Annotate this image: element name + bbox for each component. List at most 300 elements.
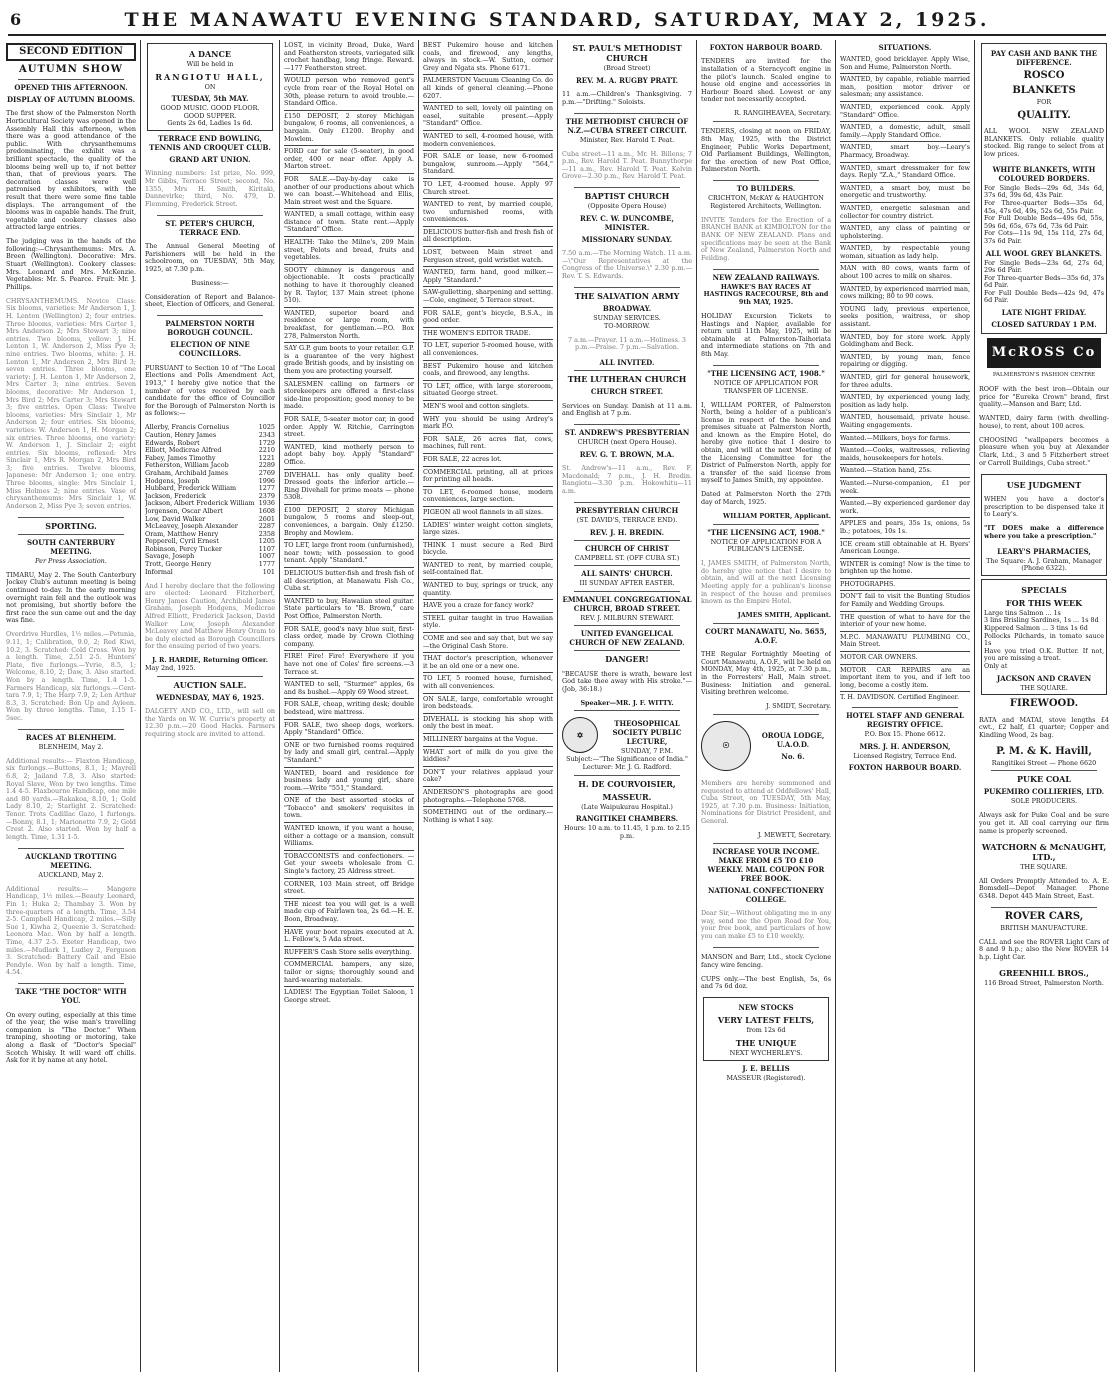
classified-ad: WANTED, kind motherly person to adopt baby boy. Apply "Standard" Office. bbox=[284, 441, 414, 469]
tmc-minister: Minister, Rev. Harold T. Peat. bbox=[579, 135, 675, 144]
column-6 bbox=[701, 40, 831, 1372]
baptist-sunday: MISSIONARY SUNDAY. bbox=[581, 234, 673, 244]
candidate-name: Edwards, Robert bbox=[145, 438, 200, 447]
results-text: CHRYSANTHEMUMS. Novice Class: Six blooms, varieties: Mr Anderson 1, J. H. Lenton (Wellington) 2; four entries. Three blooms, varieties: Mrs Carter 1, Mrs Anderson 2; Mrs Stewart 3; nine entries. Two blooms, yellow: J. H. Lenton 1, W. Anderson 2, Miss Pye 3; nine entries. Two blooms, white: J. H. Lenton 1, Mr Anderson 2, Mrs Bird 3; seven entries. Three blooms, one variety: J. H. Lenton 1, Mr Anderson 2, Mrs Carter 3; nine entries. Seven blooms, decorative: Mr Anderson 1, Mrs Bird 2; Mrs Carter 3; Mrs Stewart 3; five entries. Open Class: Twelve blooms, varieties: Mrs Sinclair 1, Mr Anderson 2; four entries. Six blooms, varieties: W. Anderson 1, H. Morgan 2; six entries. Three blooms, one variety: W. Anderson 1, J. Sinclair 2; eight entries. Six blooms, reflexed: Mrs Sinclair 1, Mrs R. Morgan 2, Mrs Bird 3; five entries. Twelve blooms, Japanese: Mr Anderson 1; one entry. Three blooms, single: Mrs Sinclair 1, Miss Holmes 2; nine entries. Vase of chrysanthemums: Mrs Sinclair 1, W. Anderson 2, Miss Pye 3; seven entries. bbox=[6, 296, 136, 510]
classified-ad: WANTED, by experienced married man, cows milking; 80 to 90 cows. bbox=[840, 283, 970, 303]
greenhill-sub: 116 Broad Street, Palmerston North. bbox=[984, 978, 1104, 987]
st-peters-heading: ST. PETER'S CHURCH, TERRACE END. bbox=[165, 218, 255, 237]
special-item: Only at bbox=[984, 662, 1008, 671]
lodge-heading: OROUA LODGE, U.A.O.D. bbox=[761, 731, 825, 750]
classified-ad: WHY you should be using Ardrey's mark P.O. bbox=[423, 413, 553, 433]
lodge-text: Members are hereby summoned and requested to attend at Oddfellows' Hall, Cuba Street, on TUESDAY, 5th May, 1925, at 7.30 p.m. Business: Initiation, Nominations for District President, and General. bbox=[701, 779, 831, 826]
theosophical-ad bbox=[562, 714, 692, 756]
classified-ad: DON'T fail to visit the Bunting Studios for Family and Wedding Groups. bbox=[840, 590, 970, 610]
st-pauls-heading: ST. PAUL'S METHODIST CHURCH bbox=[572, 43, 682, 63]
blankets-text: ALL WOOL NEW ZEALAND BLANKETS. Only reliable quality stocked. Big range to select from at low prices. bbox=[984, 126, 1104, 158]
publicans-heading: NOTICE OF APPLICATION FOR A PUBLICAN'S LICENSE. bbox=[710, 537, 822, 554]
business-text: Consideration of Report and Balance-sheet, Election of Officers, and General. bbox=[145, 292, 275, 309]
classified-ad: DELICIOUS butter-fish and fresh fish of all description. bbox=[423, 226, 553, 246]
classified-ad: THINK I must secure a Red Bird bicycle. bbox=[423, 539, 553, 559]
licensing-text: I, WILLIAM PORTER, of Palmerston North, being a holder of a publican's license in respect of the house and premises situate at Palmerston North, and known as the Empire Hotel, do hereby give notice that I desire to obtain, and will at the next Meeting of the Licensing Committee for the District of Palmerston North, apply for a transfer of the said license from myself to James Smith, my appointee. bbox=[701, 400, 831, 485]
bellis-heading: J. E. BELLIS bbox=[742, 1063, 790, 1073]
classified-ad: BEST Pukemiro house and kitchen coals, and firewood, any lengths, always in stock.—W. Sutton, corner Grey and Ngata sts. Phone 6171. bbox=[423, 41, 553, 72]
holiday-text: HOLIDAY Excursion Tickets to Hastings and Napier, available for return until 11th May, 1925, will be obtainable at Palmerston-Taihoriata and intermediate stations on 7th and 8th May. bbox=[701, 311, 831, 358]
classified-ad: DON'T your relatives applaud your cake? bbox=[423, 766, 553, 786]
classified-ad: TO LET, large front room (unfurnished), near town; with possession to good tenant. Apply "Standard." bbox=[284, 539, 414, 567]
candidate-votes: 1205 bbox=[258, 537, 275, 546]
classified-ad: WHAT sort of milk do you give the kiddies? bbox=[423, 746, 553, 766]
hotel-po: P.O. Box 15. Phone 6612. bbox=[864, 730, 946, 738]
classified-ad: FOR SALE, 26 acres flat, cows, machines, full rent. bbox=[423, 433, 553, 453]
classified-ad: TO LET, 5 roomed house, furnished, with all conveniences. bbox=[423, 672, 553, 692]
puke-text: Always ask for Puke Coal and be sure you get it. All coal carrying our firm name is properly screened. bbox=[979, 811, 1109, 835]
classified-ad: WANTED, by respectable young woman, situation as lady help. bbox=[840, 242, 970, 262]
presbyterian-heading: PRESBYTERIAN CHURCH bbox=[575, 505, 679, 515]
classified-ad: WANTED, good bricklayer. Apply Wise, Son and Hume, Palmerston North. bbox=[840, 55, 970, 71]
builders-sub: CRICHTON, McKAY & HAUGHTON Registered Architects, Wellington. bbox=[708, 194, 824, 210]
dance-heading: A DANCE bbox=[189, 49, 231, 59]
auckland-dateline: AUCKLAND, May 2. bbox=[38, 870, 104, 879]
candidate-votes: 1777 bbox=[258, 560, 275, 569]
newspaper-title: THE MANAWATU EVENING STANDARD, SATURDAY, MAY 2, 1925. bbox=[124, 9, 990, 31]
jackson-sub: THE SQUARE. bbox=[1020, 683, 1068, 692]
candidate-votes: 1608 bbox=[258, 506, 275, 515]
classified-ad: Wanted.—By experienced gardener day work. bbox=[840, 497, 970, 517]
price-line: For Three-quarter Beds—35s 6d, 37s 6d Pair. bbox=[984, 273, 1104, 290]
masseur-heading: MASSEUR. bbox=[602, 791, 652, 802]
classified-ad: DIVEHALL has only quality beef. Dressed goats the inferior article.—Ring Divehall for prime meats — phone 5308. bbox=[284, 469, 414, 504]
roof-ad: ROOF with the best iron—Obtain our price for "Eureka Crown" brand, first quality.—Manson and Barr, Ltd. bbox=[979, 385, 1109, 409]
foxton-text: TENDERS are invited for the installation of a Sterncycoft engine in the pilot's launch. Scaled engine to house old engine and accessories in Harbour Board shed. Lowest or any tender not necessarily accepted. bbox=[701, 57, 831, 104]
classified-ad: WANTED, a domestic, adult, small family.—Apply Standard Office. bbox=[840, 121, 970, 141]
situations-list bbox=[840, 54, 970, 704]
classified-ad: RUFFER'S Cash Store sells everything. bbox=[284, 946, 414, 959]
firewood-text: RATA and MATAI, stove lengths £4 cwt., £2 half, £1 quarter; Copper and Kindling Wood, 2s bag. bbox=[979, 715, 1109, 739]
classified-ad: BEST Pukemiro house and kitchen coals, and firewood, any lengths. bbox=[423, 360, 553, 380]
classified-ad: STEEL guitar taught in true Hawaiian style. bbox=[423, 612, 553, 632]
classified-ad: FORD car for sale (5-seater), in good order, 400 or near offer. Apply A. Marton street. bbox=[284, 145, 414, 173]
classified-ad: WANTED, by capable, reliable married man, position motor driver or salesman; any assistance. bbox=[840, 73, 970, 101]
auction-date: WEDNESDAY, MAY 6, 1925. bbox=[155, 692, 265, 702]
classified-ad: SOOTY chimney is dangerous and objectionable. It costs practically nothing to have it thoroughly cleaned by R. Taylor, 137 Main street (phone 510). bbox=[284, 264, 414, 307]
column-rule bbox=[835, 40, 836, 1372]
applicant: WILLIAM PORTER, Applicant. bbox=[723, 512, 831, 521]
classified-ad: THAT doctor's prescription, whenever it be an old one or a new one. bbox=[423, 652, 553, 672]
baptist-sub: (Opposite Opera House) bbox=[587, 202, 667, 211]
dance-on: ON bbox=[204, 82, 216, 91]
terrace-club-heading: TERRACE END BOWLING, TENNIS AND CROQUET CLUB. bbox=[149, 133, 271, 152]
election-heading: ELECTION OF NINE COUNCILLORS. bbox=[170, 340, 250, 359]
candidate-votes: 2210 bbox=[258, 446, 275, 455]
licensing-date: Dated at Palmerston North the 27th day of March, 1925. bbox=[701, 490, 831, 507]
pay-cash: PAY CASH AND BANK THE DIFFERENCE. bbox=[990, 49, 1098, 67]
classified-ad: WANTED to buy, Hawaiian steel guitar. State particulars to "B. Brown," care Post Office, Palmerston North. bbox=[284, 595, 414, 623]
white-prices bbox=[984, 185, 1104, 246]
theosophical-emblem-icon: ✡ bbox=[562, 717, 598, 753]
candidate-name: Trott, George Henry bbox=[145, 560, 212, 569]
candidate-name: Elliott, Medicrae Alfred bbox=[145, 446, 222, 455]
theosophical-date: SUNDAY, 7 P.M. bbox=[621, 746, 673, 755]
new-stocks: NEW STOCKS bbox=[738, 1003, 794, 1013]
lodge-no: No. 6. bbox=[781, 752, 805, 762]
classified-ad: PHOTOGRAPHS. bbox=[840, 578, 970, 591]
st-andrews-heading: ST. ANDREW'S PRESBYTERIAN bbox=[564, 428, 690, 438]
united-evangelical-heading: UNITED EVANGELICAL CHURCH OF NEW ZEALAND. bbox=[569, 629, 685, 648]
candidate-votes: 1025 bbox=[258, 423, 275, 432]
classified-ad: SOMETHING out of the ordinary.—Nothing is what I say. bbox=[423, 806, 553, 826]
price-line: For Full Double Beds—42s 9d, 47s 6d Pair. bbox=[984, 288, 1104, 305]
classified-ad: ICE cream still obtainable at H. Byers' American Lounge. bbox=[840, 538, 970, 558]
classified-ad: WANTED, any class of painting or upholstering. bbox=[840, 222, 970, 242]
classified-ad: WANTED, superior board and residence or large room, with breakfast, for gentleman.—P.O. Box 278, Palmerston North. bbox=[284, 307, 414, 342]
column-4 bbox=[423, 40, 553, 1372]
candidate-name: Fabey, James Timothy bbox=[145, 453, 216, 462]
classified-ad: WANTED, boy for store work. Apply Goldingham and Beck. bbox=[840, 331, 970, 351]
south-canterbury-article: TIMARU, May 2. The South Canterbury Jockey Club's autumn meeting is being continued to-day. In the early morning overnight rain fell and the outlook was not promising, but shortly before the first race the sun came out and the day was fine. bbox=[6, 570, 136, 625]
coc-sub: CAMPBELL ST. (OFF CUBA ST.) bbox=[574, 553, 680, 562]
column-rule bbox=[696, 40, 697, 1372]
classified-ad: WOULD person who removed gent's cycle from rear of the Royal Hotel on 30th, please return to avoid trouble.—Standard Office. bbox=[284, 74, 414, 109]
display-subheading: DISPLAY OF AUTUMN BLOOMS. bbox=[6, 95, 136, 104]
classified-ad: FIRE! Fire! Fire! Everywhere if you have not one of Coles' fire screens.—3 Terrace st. bbox=[284, 650, 414, 678]
classified-ad: WANTED to sell, "Sturmer" apples, 6s and 8s bushel.—Apply 69 Wood street. bbox=[284, 678, 414, 698]
classified-ad: WANTED to sell, 4-roomed house, with modern conveniences. bbox=[423, 130, 553, 150]
mbs-sub: Licensed Registry, Terrace End. bbox=[853, 751, 957, 760]
show-article: The first show of the Palmerston North Horticultural Society was opened in the Assembly Hall this afternoon, when there was a good attendance of the public. With chrysanthemums predominating, the exhibit was a brilliant spectacle, the quality of the blooms being well up to, if not better than, that of previous years. The decoration classes were well patronised by exhibitors, with the result that there were some fine table displays. The arrangement of the blooms was in capable hands. The fruit, vegetable and cookery classes also attracted large entries. bbox=[6, 109, 136, 232]
classified-ad: THE nicest tea you will get is a well made cup of Fairlawn tea, 2s 6d.—H. E. Boon, Broadway. bbox=[284, 898, 414, 926]
candidate-votes: 1996 bbox=[258, 476, 275, 485]
dance-price: Gents 2s 6d, Ladies 1s 6d. bbox=[167, 119, 253, 128]
column-rule bbox=[140, 40, 141, 1372]
candidate-name: Graham, Archibald James bbox=[145, 468, 228, 477]
candidate-name: Jackson, Frederick bbox=[145, 491, 206, 500]
licensing2-heading: "THE LICENSING ACT, 1908." bbox=[707, 527, 825, 537]
classified-ad: WANTED, girl for general housework, for three adults. bbox=[840, 371, 970, 391]
candidate-name: Pepperell, Cyril Ernest bbox=[145, 537, 219, 546]
special-item: Kippered Salmon ... 3 tins 1s 6d bbox=[984, 624, 1088, 633]
column-2 bbox=[145, 40, 275, 1372]
price-line: For Single Beds—29s 6d, 34s 6d, 37s 6d, 39s 6d, 43s Pair. bbox=[984, 183, 1104, 200]
election-declaration: And I hereby declare that the following are elected: Leonard Fitzherbert, Henry James Caution, Archibald James Graham, Joseph Hodgens, Medicrae Alfred Elliott, Frederick Jackson, David Walker Low, Joseph Alexander McLeavey and Matthew Henry Oram to be duly elected as Borough Councillors for the ensuing period of two years. bbox=[145, 581, 275, 651]
james-smith: JAMES SMITH, Applicant. bbox=[737, 611, 831, 620]
classified-ad: HAVE you a craze for fancy work? bbox=[423, 599, 553, 612]
returning-officer: J. R. HARDIE, Returning Officer. bbox=[152, 656, 268, 665]
edition-heading: SECOND EDITION bbox=[6, 43, 136, 61]
masseur-place: RANGITIKEI CHAMBERS. bbox=[575, 814, 679, 824]
dance-music: GOOD MUSIC. GOOD FLOOR. GOOD SUPPER. bbox=[160, 104, 260, 120]
classified-ad: WANTED, energetic salesman and collector for country district. bbox=[840, 202, 970, 222]
blankets-heading: BLANKETS bbox=[1012, 85, 1076, 96]
lutheran-text: Services on Sunday. Danish at 11 a.m. and English at 7 p.m. bbox=[562, 401, 692, 418]
column-rule bbox=[279, 40, 280, 1372]
classified-ad: ONE or two furnished rooms required by lady and small girl, central.—Apply "Standard." bbox=[284, 739, 414, 767]
special-item: 3 lins Brisling Sardines, 1s ... 1s 8d bbox=[984, 616, 1099, 625]
judges-article: The judging was in the hands of the following:—Chrysanthemums: Mrs. A. Breen (Wellington). Decorative: Mrs. Stuart (Wellington). Cookery classes: Mrs. Leonard and Mrs. McKenzie. Vegetables: Mr. S. Pearce. Fruit: Mr. J. Phillips. bbox=[6, 237, 136, 291]
late-night: LATE NIGHT FRIDAY. bbox=[1001, 308, 1087, 318]
felts-price: from 12s 6d bbox=[746, 1026, 786, 1035]
tmc-services: Cuba street—11 a.m., Mr. H. Billens; 7 p.m., Rev. Harold T. Peat. Bunnythorpe—11 a.m., Rev. Harold T. Peat. Kelvin Grove—2.30 p.m., Rev. Harold T. Peat. bbox=[562, 149, 692, 181]
candidate-votes: 2601 bbox=[258, 514, 275, 523]
rover-text: CALL and see the ROVER Light Cars of 8 and 9 h.p.; also the New ROVER 14 h.p. Light Car. bbox=[979, 937, 1109, 961]
classified-ad: LADIES! The Egyptian Toilet Saloon, 1 George street. bbox=[284, 986, 414, 1006]
classified-ad: FOR SALE, cheap, writing desk; double bedstead, wire mattress. bbox=[284, 698, 414, 718]
candidate-row bbox=[145, 569, 275, 577]
leary-heading: LEARY'S PHARMACIES, bbox=[997, 546, 1091, 556]
candidate-name: Oram, Matthew Henry bbox=[145, 529, 219, 538]
wallpaper-ad: CHOOSING "wallpapers becomes a pleasure when you buy at Alexander Clark, Ltd., 3 and 5 Fitzherbert street or Carroll Buildings, Cuba street." bbox=[979, 435, 1109, 467]
firewood-heading: FIREWOOD. bbox=[1009, 698, 1079, 710]
candidate-votes: 1277 bbox=[258, 484, 275, 493]
price-line: For Full Double Beds—49s 6d, 55s, 59s 6d, 65s, 67s 6d, 73s 6d Pair. bbox=[984, 214, 1104, 230]
church-of-christ-heading: CHURCH OF CHRIST bbox=[585, 543, 669, 553]
theosophical-subject: Subject:—"The Significance of India." bbox=[566, 755, 688, 764]
st-andrews-rev: REV. G. T. BROWN, M.A. bbox=[579, 449, 675, 459]
st-peters-notice: The Annual General Meeting of Parishioners will be held in the schoolroom, on TUESDAY, 5th May, 1925, at 7.30 p.m. bbox=[145, 242, 275, 273]
classified-ad: TO LET, 6-roomed house, modern conveniences, large section. bbox=[423, 486, 553, 506]
classified-ad: FOR SALE, 5-seater motor car, in good order. Apply W. Ritchie, Carrington street. bbox=[284, 413, 414, 441]
classified-ad: Wanted.—Cooks, waitresses, relieving maids, housekeepers for hotels. bbox=[840, 444, 970, 464]
classified-ad: WANTED, housemaid, private house. Waiting engagements. bbox=[840, 411, 970, 431]
rosco-heading: ROSCO bbox=[1023, 70, 1065, 81]
dance-date: TUESDAY, 5th MAY. bbox=[171, 94, 249, 104]
blenheim-results: Additional results:— Flaxton Handicap, six furlongs.—Buttons, 8.1, 1; Mayrell 6.8, 2; Jailand 7.8, 3. Also started: Royal Slave, Won by two lengths. Time 1.4 4-5. Flaxbourne Handicap, one mile and 80 yards.—Rakakoa, 8.10, 1; Gold Lady 8.10, 2; Starlight 2. Scratched: Tenor. Trots Cadillac Gazo, 1 furlongs.—Bonny, 8.1, 1; Marionette 7.9, 2; Gold Crest 2. Also started. Won by half a length. Time, 1.31 1-5. bbox=[6, 756, 136, 841]
classified-ad: WANTED to buy, springs or truck, any quantity. bbox=[423, 579, 553, 599]
st-pauls-rev: REV. M. A. RUGBY PRATT. bbox=[575, 75, 679, 85]
builders-text: INVITE Tenders for the Erection of a BRANCH BANK at KIMBOLTON for the BANK OF NEW ZEALAND. Plans and specifications may be seen at the Bank of New Zealand, Palmerston North and Feilding. bbox=[701, 215, 831, 262]
candidate-name: Jackson, Albert Frederick William bbox=[145, 499, 255, 508]
classified-ad: YOUNG lady, previous experience, seeks position, waitress, or shop assistant. bbox=[840, 303, 970, 331]
classified-ad: FOR SALE, gent's bicycle, B.S.A., in good order. bbox=[423, 307, 553, 327]
candidate-votes: 2289 bbox=[258, 461, 275, 470]
classified-ad: MOTOR CAR OWNERS. bbox=[840, 651, 970, 664]
watchorn-text: All Orders Promptly Attended to. A. E. Bomsdell—Depot Manager. Phone 6348. Depot 445 Main Street, East. bbox=[979, 876, 1109, 900]
candidate-votes: 1729 bbox=[258, 438, 275, 447]
salvation-army-heading: THE SALVATION ARMY bbox=[574, 291, 680, 302]
emmanuel-heading: EMMANUEL CONGREGATIONAL CHURCH, BROAD STREET. bbox=[562, 594, 692, 613]
judgment-ad bbox=[981, 474, 1107, 576]
classified-ad: PALMERSTON Vacuum Cleaning Co. do all kinds of general cleaning.—Phone 6207. bbox=[423, 74, 553, 102]
latest-felts: VERY LATEST FELTS, bbox=[717, 1015, 815, 1026]
classified-ad: COMMERCIAL printing, all at prices for printing all heads. bbox=[423, 466, 553, 486]
candidate-name: Jorgensen, Oscar Albert bbox=[145, 506, 223, 515]
classified-ad: M.P.C. MANAWATU PLUMBING CO., Main Street. bbox=[840, 631, 970, 651]
auckland-results: Additional results:— Mangere Handicap, 1½ miles.—Beauty Leonard, Fin 1; Huka 2; Thambay 3. Won by three-quarters of a length. Time, 3.54 2-5. Campbell Handicap, 2 miles.—Silly Sue 1, Kiwha 2, Queenie 3. Scratched: Leonora Mac. Won by half a length. Time, 4.37 2-5. Exeter Handicap, two miles.—Mudlark 1, Ludley 2, Ferguson 3. Scratched: Battery Cail and Elsie Pendyle. Won by half a length. Time, 4.54. bbox=[6, 884, 136, 977]
column-rule bbox=[418, 40, 419, 1372]
classified-ad: Wanted.—Nurse-companion, £1 per week. bbox=[840, 477, 970, 497]
candidate-name: Low, David Walker bbox=[145, 514, 206, 523]
unique-heading: THE UNIQUE bbox=[735, 1037, 797, 1048]
unique-ad bbox=[703, 997, 829, 1060]
classified-ad: COME and see and say that, but we say—the Original Cash Store. bbox=[423, 632, 553, 652]
specials-list bbox=[984, 610, 1104, 671]
candidate-name: McLeavey, Joseph Alexander bbox=[145, 522, 238, 531]
classified-ad: LOST, between Main street and Ferguson street, gold wristlet watch. bbox=[423, 246, 553, 266]
foxton-sign: R. RANGIHEAVEA, Secretary. bbox=[734, 109, 831, 118]
jackson-heading: JACKSON AND CRAVEN bbox=[996, 673, 1092, 683]
all-saints-text: III SUNDAY AFTER EASTER. bbox=[579, 579, 675, 588]
court-heading: COURT MANAWATU, No. 5655, A.O.F. bbox=[705, 626, 827, 645]
bellis-title: MASSEUR (Registered). bbox=[726, 1073, 806, 1082]
column-rule bbox=[974, 40, 975, 1372]
baptist-services: 7.50 a.m.—The Morning Watch. 11 a.m.—\"Our Representatives at the Congress of the Universe.\" 2.30 p.m.—Rev. T. S. Edwards. bbox=[562, 249, 692, 281]
danger-heading: DANGER! bbox=[605, 654, 649, 665]
doctor-heading: TAKE "THE DOCTOR" WITH YOU. bbox=[15, 987, 127, 1006]
candidate-votes: 1107 bbox=[258, 544, 275, 553]
business-label: Business:— bbox=[191, 278, 229, 287]
dance-sub: Will be held in bbox=[186, 60, 234, 68]
hawkes-bay-races: HAWKE'S BAY RACES AT HASTINGS RACECOURSE, 8th and 9th MAY, 1925. bbox=[703, 282, 829, 306]
candidate-votes: 2287 bbox=[258, 522, 275, 531]
classified-ad: SAY G.P. gum boots to your retailer. G.P. is a guarantee of the very highest grade British goods, and by insisting on them you are protecting yourself. bbox=[284, 342, 414, 377]
borough-council-heading: PALMERSTON NORTH BOROUGH COUNCIL. bbox=[165, 319, 255, 338]
art-union-winners: Winning numbers: 1st prize, No. 999, Mr Gibbs, Terrace Street; second, No. 1355, Mrs H. Smith, Kiritaki, Dannevirke; third, No. 479, D. Flemming, Frederick Street. bbox=[145, 169, 275, 208]
salvation-invited: ALL INVITED. bbox=[599, 358, 655, 368]
auction-heading: AUCTION SALE. bbox=[173, 679, 247, 690]
column-3 bbox=[284, 40, 414, 1372]
candidate-name: Caution, Henry James bbox=[145, 430, 217, 439]
st-davids-sub: (ST. DAVID'S, TERRACE END). bbox=[576, 515, 678, 524]
situations-heading: SITUATIONS. bbox=[878, 43, 932, 52]
candidate-votes: 101 bbox=[262, 567, 275, 576]
candidate-name: Allerby, Francis Cornelius bbox=[145, 423, 229, 432]
classified-ad: LADIES' winter weight cotton singlets, large sizes. bbox=[423, 519, 553, 539]
st-pauls-text: 11 a.m.—Children's Thanksgiving. 7 p.m.—"Drifting." Soloists. bbox=[562, 89, 692, 106]
unique-sub: NEXT WYCHERLEY'S. bbox=[729, 1048, 803, 1057]
greenhill-heading: GREENHILL BROS., bbox=[999, 967, 1089, 978]
classified-ad: APPLES and pears, 35s 1s, onions, 5s lb.; potatoes, 10s 1s. bbox=[840, 517, 970, 537]
tenders-text: TENDERS, closing at noon on FRIDAY, 8th May, 1925, with the District Engineer, Public Works Department, Old Parliament Buildings, Wellington, for the erection of new Post Office, Palmerston North. bbox=[701, 127, 831, 174]
classified-ad: LOST, in vicinity Broad, Duke, Ward and Featherston streets, variegated silk crochet handbag, long fringe. Reward.—177 Featherston street. bbox=[284, 41, 414, 72]
candidate-votes: 2379 bbox=[258, 491, 275, 500]
price-line: For Cots—11s 9d, 15s 11d, 27s 6d, 37s 6d Pair. bbox=[984, 229, 1104, 245]
dance-hall: RANGIOTU HALL, bbox=[155, 71, 265, 82]
court-sign: J. SMIDT, Secretary. bbox=[766, 702, 831, 711]
masseur-hours: Hours: 10 a.m. to 11.45, 1 p.m. to 2.15 p.m. bbox=[563, 824, 690, 840]
grey-blankets: ALL WOOL GREY BLANKETS. bbox=[985, 248, 1103, 258]
speaker: Speaker—MR. J. F. WITTY. bbox=[580, 698, 674, 707]
theosophical-lecturer: Lecturer: Mr. J. G. Radford. bbox=[582, 763, 672, 772]
classified-ad: ANDERSON'S photographs are good photographs.—Telephone 5768. bbox=[423, 786, 553, 806]
classified-ad: DIVEHALL is stocking his shop with only the best in meat. bbox=[423, 713, 553, 733]
classified-ad: HAVE your boot repairs executed at A. L. Fellow's, 5 Ada street. bbox=[284, 926, 414, 946]
classified-ad: WANTED to sell, lovely oil painting on easel, suitable present.—Apply "Standard" Office. bbox=[423, 102, 553, 130]
st-davids-rev: REV. J. H. BREDIN. bbox=[589, 527, 665, 537]
classified-ad: £150 DEPOSIT, 2 storey Michigan bungalow, 6 rooms, all conveniences, a bargain. Only £1200. Brophy and Mowlem. bbox=[284, 110, 414, 145]
baptist-rev: REV. C. W. DUNCOMBE, MINISTER. bbox=[580, 213, 674, 232]
races-blenheim-heading: RACES AT BLENHEIM. bbox=[25, 732, 117, 742]
masseur-sub: (Late Waipukurau Hospital.) bbox=[581, 802, 673, 811]
classified-ad: HEALTH: Take the Milne's, 209 Main street, Pelots and bread, fruits and vegetables. bbox=[284, 236, 414, 264]
classified-ad: WANTED, farm hand, good milker.—Apply "Standard." bbox=[423, 266, 553, 286]
ross-logo: McROSS Co bbox=[987, 338, 1101, 368]
column-5 bbox=[562, 40, 692, 1372]
rover-sub: BRITISH MANUFACTURE. bbox=[1000, 923, 1088, 932]
candidate-votes: 1007 bbox=[258, 552, 275, 561]
judgment-heading: USE JUDGMENT bbox=[1006, 479, 1082, 490]
classified-ad: Wanted.—Milkers, boys for farms. bbox=[840, 432, 970, 445]
special-item: Large tins Salmon ... 1s bbox=[984, 608, 1061, 617]
race-results: Overdrive Hurdles, 1½ miles.—Petunia, 9.11, 1; Calibration, 9.0, 2; Red Kiwi, 10.2, 3. Scratched: Cold Cross. Won by a length. Time, 2.51 2-5. Hunters' Plate, five furlongs.—Yvrie, 8.5, 1; Welcome, 8.10, 2; Daw, 3. Also started. Won by a length. Time, 1.4 1-5. Farmers Handicap, six furlongs.—Cent-tara 7.9, 1; The Harp 7.9, 2; Len Arthur 8.3, 3. Scratched: Bon Up and Ayleen. Won by three lengths. Time, 1.15 1-5sec. bbox=[6, 630, 136, 722]
mbs-heading: MRS. J. H. ANDERSON, bbox=[859, 741, 951, 751]
manson-ad: MANSON and Barr, Ltd., stock Cyclone fancy wire fencing. bbox=[701, 953, 831, 969]
opened-subheading: OPENED THIS AFTERNOON. bbox=[14, 83, 128, 92]
classified-ad: COMMERCIAL hampers, any size, tailor or signs; thoroughly sound and hard-wearing materials. bbox=[284, 958, 414, 986]
masthead bbox=[8, 4, 1106, 36]
candidate-name: Robinson, Percy Tucker bbox=[145, 544, 222, 553]
classified-ad: Wanted.—Station hand, 25s. bbox=[840, 464, 970, 477]
baptist-heading: BAPTIST CHURCH bbox=[584, 191, 670, 202]
st-andrews-sub: CHURCH (next Opera House). bbox=[577, 438, 677, 447]
dairy-ad: WANTED, dairy farm (with dwelling-house), to rent, about 100 acres. bbox=[979, 414, 1109, 430]
publicans-text: I, JAMES SMITH, of Palmerston North, do hereby give notice that I desire to obtain, and will at the next Licensing Meeting apply for a publican's license in respect of the house and premises known as the Empire Hotel. bbox=[701, 559, 831, 606]
quality-heading: QUALITY. bbox=[1017, 109, 1071, 121]
danger-text: "BECAUSE there is wrath, beware lest God take thee away with His stroke."—(Job, 36:18.) bbox=[562, 669, 692, 693]
classified-ad: TO LET, 4-roomed house. Apply 97 Church street. bbox=[423, 178, 553, 198]
specials-week: FOR THIS WEEK bbox=[1005, 597, 1083, 608]
puke-heading: PUKE COAL bbox=[1017, 774, 1071, 785]
rover-heading: ROVER CARS, bbox=[1004, 910, 1084, 922]
all-saints-heading: ALL SAINTS' CHURCH. bbox=[581, 569, 673, 579]
judgment-quote: "IT DOES make a difference where you take a prescription." bbox=[984, 524, 1104, 540]
white-blankets: WHITE BLANKETS, WITH COLOURED BORDERS. bbox=[992, 164, 1096, 183]
pmh-heading: P. M. & K. Havill, bbox=[996, 745, 1092, 757]
classified-ad: THE question of what to have for the interior of your new home. bbox=[840, 611, 970, 631]
lutheran-sub: CHURCH STREET. bbox=[590, 387, 664, 397]
press-assoc-label: Per Press Association. bbox=[35, 556, 107, 565]
salvation-services: SUNDAY SERVICES. bbox=[593, 314, 661, 323]
foxton-heading: FOXTON HARBOUR BOARD. bbox=[709, 43, 823, 52]
election-text: PURSUANT to Section 10 of "The Local Elections and Polls Amendment Act, 1913," I hereby give notice that the number of votes received by each candidate for the office of Councillor for the Borough of Palmerston North is as follows:— bbox=[145, 363, 275, 418]
specials-ad bbox=[981, 579, 1107, 695]
classified-ad: TOBACCONISTS and confectioners. —Get your sweets wholesale from C. Single's factory, 25 Aldress street. bbox=[284, 850, 414, 878]
classified-ad: T. H. DAVIDSON. Certified Engineer. bbox=[840, 691, 970, 704]
autumn-show-heading: AUTUMN SHOW bbox=[19, 64, 123, 75]
classified-ad: WANTED, smart boy.—Leary's Pharmacy, Broadway. bbox=[840, 141, 970, 161]
classified-ad: WANTED, board and residence for business lady and young girl, share room.—Write "551," Standard. bbox=[284, 767, 414, 795]
lodge-ad bbox=[701, 718, 831, 774]
classified-ad: WINTER is coming! Now is the time to brighten up the home. bbox=[840, 558, 970, 578]
returning-date: May 2nd, 1925. bbox=[145, 663, 196, 672]
south-canterbury-heading: SOUTH CANTERBURY MEETING. bbox=[27, 537, 115, 556]
classified-ad: WANTED known, if you want a house, either a cottage or a mansion, consult Williams. bbox=[284, 822, 414, 850]
classified-ad: DELICIOUS butter-fish and fresh fish of all description, at Manawatu Fish Co., Cuba st. bbox=[284, 567, 414, 595]
special-item: Have you tried O.K. Butter. If not, you are missing a treat. bbox=[984, 646, 1104, 663]
cups-ad: CUPS only.—The best English, 5s, 6s and 7s 6d doz. bbox=[701, 974, 831, 991]
classified-ad: WANTED, a small cottage, within easy distance of town. State rent.—Apply "Standard" Office. bbox=[284, 208, 414, 236]
classified-ad: FOR SALE, good's navy blue suit, first-class order, made by Crown Clothing company. bbox=[284, 623, 414, 651]
classified-ad: MOTOR CAR REPAIRS are an important item to you, and if left too long, become a costly item. bbox=[840, 664, 970, 692]
lutheran-heading: THE LUTHERAN CHURCH bbox=[567, 374, 687, 385]
price-line: For Three-quarter Beds—35s 6d, 45s, 47s 6d, 49s, 52s 6d, 55s Pair. bbox=[984, 198, 1104, 215]
for-label: FOR bbox=[1036, 98, 1052, 106]
classified-ad: ON SALE, large, comfortable wrought iron bedsteads. bbox=[423, 693, 553, 713]
theosophical-heading: THEOSOPHICAL SOCIETY PUBLIC LECTURE, bbox=[612, 718, 682, 746]
rosco-ad bbox=[981, 43, 1107, 334]
confectionery-text: Dear Sir,—Without obligating me in any way, send me the Open Road for You, your free book, and particulars of how you can make £5 to £10 weekly. bbox=[701, 909, 831, 940]
special-item: Pollocks Pilchards, in tomato sauce 1s bbox=[984, 631, 1104, 648]
grey-prices bbox=[984, 260, 1104, 306]
classified-ad: FOR SALE, two sheep dogs, workers. Apply "Standard" Office. bbox=[284, 719, 414, 739]
lodge-emblem-icon: ☉ bbox=[701, 721, 751, 771]
blenheim-dateline: BLENHEIM, May 2. bbox=[38, 742, 104, 751]
candidate-votes: 1936 bbox=[258, 499, 275, 508]
auckland-trotting-heading: AUCKLAND TROTTING MEETING. bbox=[25, 851, 117, 870]
classified-ad: SAW-gulletting, sharpening and setting.—Cole, engineer, 5 Terrace street. bbox=[423, 286, 553, 306]
candidate-votes: 2343 bbox=[258, 430, 275, 439]
specials-heading: SPECIALS bbox=[1021, 584, 1067, 595]
increase-heading: INCREASE YOUR INCOME. MAKE FROM £5 TO £10 WEEKLY. MAIL COUPON FOR FREE BOOK. bbox=[707, 846, 825, 883]
classified-ad: WANTED, by experienced young lady, position as lady help. bbox=[840, 391, 970, 411]
